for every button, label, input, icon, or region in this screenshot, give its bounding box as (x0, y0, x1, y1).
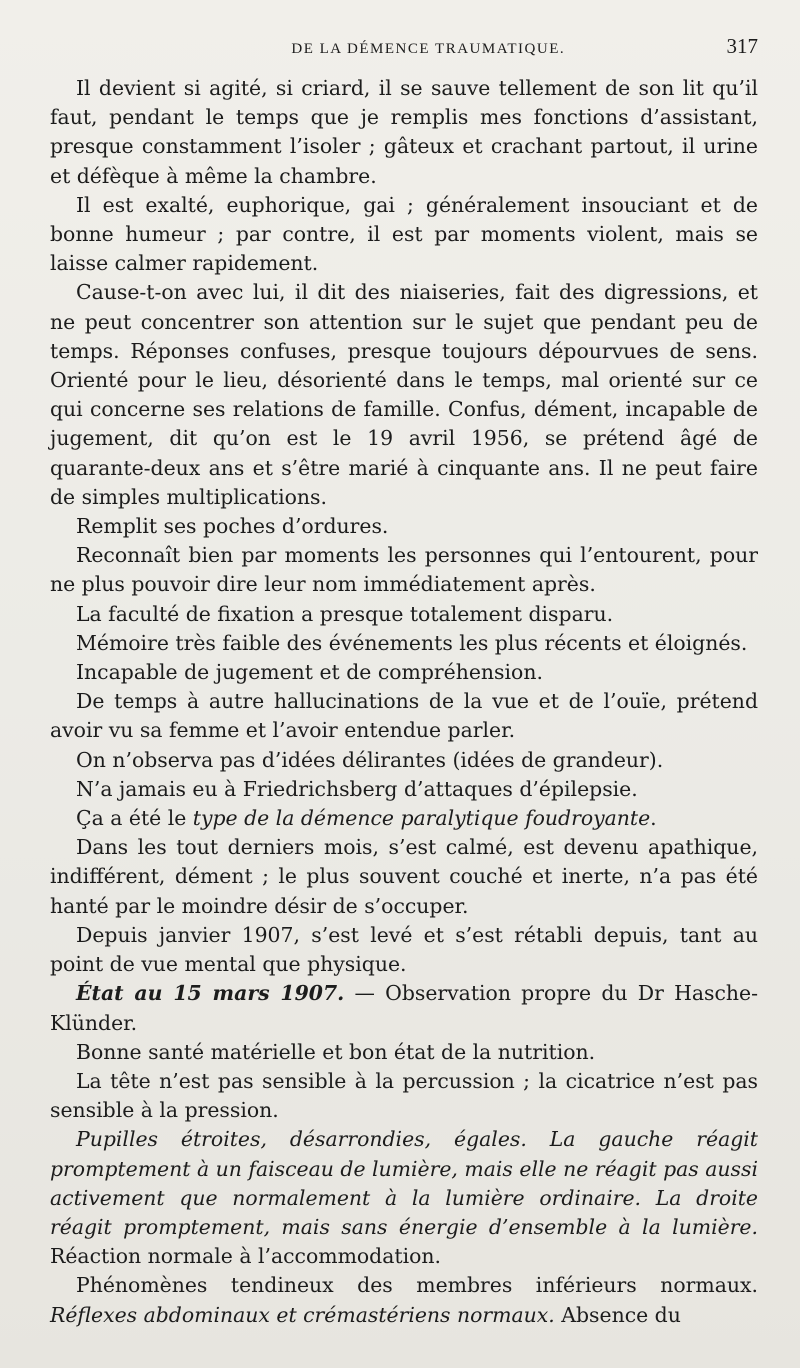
paragraph (50, 191, 758, 279)
paragraph-text: Remplit ses poches d’ordures. (76, 514, 389, 539)
paragraph (50, 1038, 758, 1067)
paragraph-suffix: . (650, 806, 657, 831)
paragraph-suffix: Absence du (554, 1302, 681, 1327)
paragraph-text: N’a jamais eu à Friedrichsberg d’attaques d’épilepsie. (76, 776, 638, 801)
paragraph-text: La faculté de fixation a presque totalement disparu. (76, 601, 614, 626)
paragraph-text: De temps à autre hallucinations de la vue et de l’ouïe, prétend avoir vu sa femme et l’avoir entendue parler. (50, 689, 758, 743)
paragraph-text: Reconnaît bien par moments les personnes qui l’entourent, pour ne plus pouvoir dire leur nom immédiatement après. (50, 543, 758, 597)
paragraph (50, 833, 758, 921)
italic-phrase: type de la démence paralytique foudroyante (192, 806, 651, 831)
paragraph (50, 629, 758, 658)
running-head: DE LA DÉMENCE TRAUMATIQUE. (291, 41, 566, 57)
paragraph (50, 512, 758, 541)
paragraph (50, 1271, 758, 1329)
paragraph (50, 541, 758, 599)
paragraph-suffix: — Observation propre du Dr Hasche-Klünder. (50, 981, 758, 1035)
paragraph-suffix: Réaction normale à l’accommodation. (50, 1244, 441, 1269)
paragraph (50, 979, 758, 1037)
paragraph (50, 74, 758, 191)
paragraph (50, 278, 758, 512)
paragraph (50, 658, 758, 687)
paragraph-prefix: Ça a été le (76, 806, 193, 831)
page-header (50, 34, 758, 74)
paragraph-text: Cause-t-on avec lui, il dit des niaiseries, fait des digressions, et ne peut concentrer son attention sur le sujet que pendant peu de temps. Réponses confuses, presque toujours dépourvues de sens. Orienté pour le lieu, désorienté dans le temps, mal orienté sur ce qui concerne ses relations de famille. Confus, dément, incapable de jugement, dit qu’on est le 19 avril 1956, se prétend âgé de quarante-deux ans et s’être marié à cinquante ans. Il ne peut faire de simples multiplications. (50, 280, 758, 509)
paragraph (50, 921, 758, 979)
paragraph-text: Depuis janvier 1907, s’est levé et s’est rétabli depuis, tant au point de vue mental que physique. (50, 922, 758, 977)
paragraph-text: La tête n’est pas sensible à la percussion ; la cicatrice n’est pas sensible à la pression. (50, 1068, 758, 1123)
section-heading: État au 15 mars 1907. (76, 981, 345, 1006)
page-number: 317 (726, 34, 758, 58)
paragraph-text: Il est exalté, euphorique, gai ; généralement insouciant et de bonne humeur ; par contre, il est par moments violent, mais se laisse calmer rapidement. (50, 192, 758, 276)
paragraph (50, 1125, 758, 1271)
paragraph (50, 1067, 758, 1125)
paragraph (50, 600, 758, 629)
page-body (50, 74, 758, 1330)
paragraph-text: Il devient si agité, si criard, il se sauve tellement de son lit qu’il faut, pendant le temps que je remplis mes fonctions d’assistant, presque constamment l’isoler ; gâteux et crachant partout, il urine et défèque à même la chambre. (50, 76, 758, 188)
italic-phrase: Réflexes abdominaux et crémastériens normaux. (50, 1302, 555, 1327)
paragraph-text: Dans les tout derniers mois, s’est calmé, est devenu apathique, indifférent, dément ; le plus souvent couché et inerte, n’a pas été hanté par le moindre désir de s’occuper. (50, 835, 758, 918)
paragraph-text: On n’observa pas d’idées délirantes (idées de grandeur). (76, 747, 664, 772)
paragraph-text: Phénomènes tendineux des membres inférieurs normaux. (76, 1273, 758, 1298)
paragraph (50, 746, 758, 775)
paragraph (50, 804, 758, 833)
paragraph (50, 687, 758, 745)
paragraph-text: Bonne santé matérielle et bon état de la nutrition. (76, 1039, 596, 1064)
paragraph (50, 775, 758, 804)
paragraph-text: Incapable de jugement et de compréhension. (76, 660, 543, 685)
paragraph-text: Mémoire très faible des événements les plus récents et éloignés. (76, 630, 748, 655)
italic-phrase: Pupilles étroites, désarrondies, égales. La gauche réagit promptement à un faisceau de lumière, mais elle ne réagit pas aussi activement que normalement à la lumière ordinaire. La droite réagit promptement, mais sans énergie d’ensemble à la lumière. (50, 1127, 758, 1239)
